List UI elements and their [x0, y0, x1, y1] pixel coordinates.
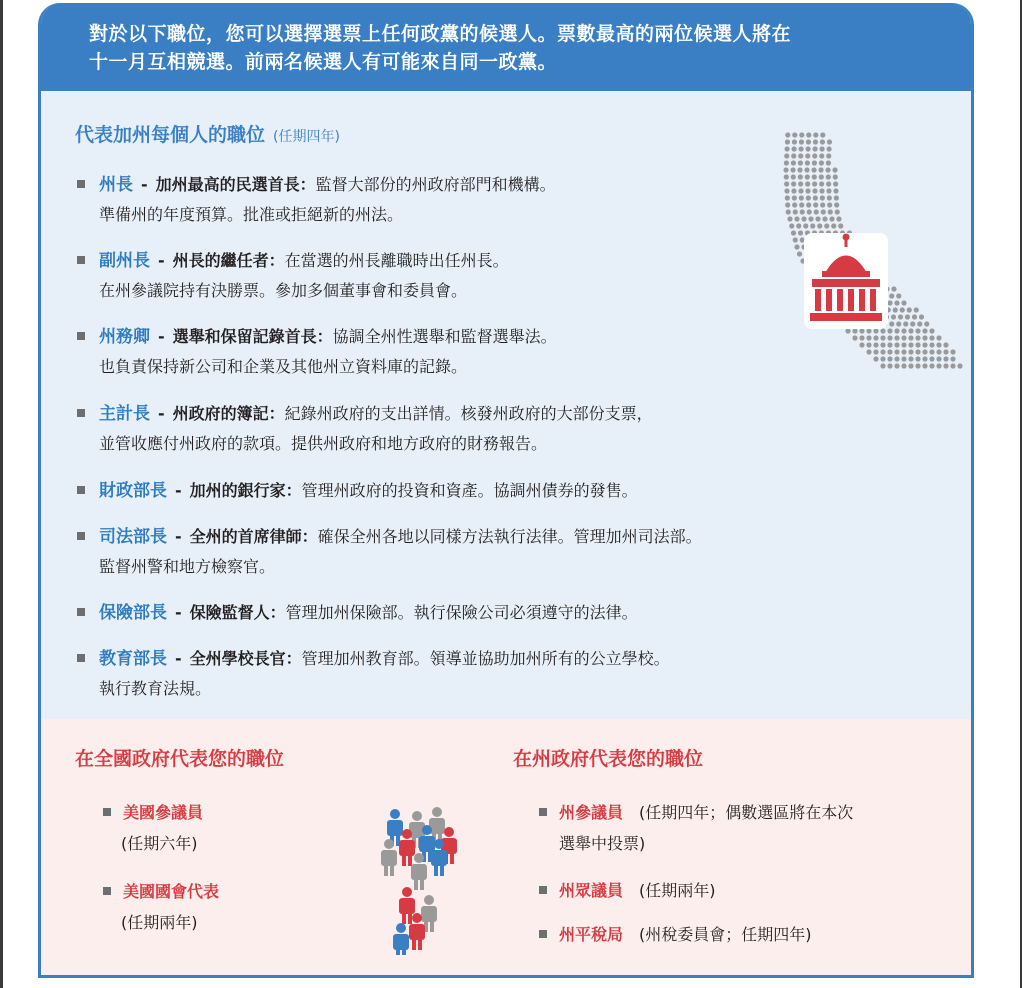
bullet-square — [77, 654, 85, 662]
office-attorney-general — [77, 522, 702, 582]
office-term: (任期四年；偶數選區將在本次 — [639, 803, 854, 822]
office-role: 州長的繼任者： — [172, 251, 285, 270]
banner-line-2: 十一月互相競選。前兩名候選人有可能來自同一政黨。 — [89, 51, 558, 73]
national-item-senator — [103, 797, 203, 859]
office-term: (任期六年) — [121, 834, 198, 853]
office-term: (任期兩年) — [639, 881, 716, 900]
section-term: (任期四年) — [273, 129, 340, 145]
office-name: 教育部長 — [99, 649, 167, 669]
office-superintendent — [77, 644, 670, 704]
office-desc: 協調全州性選舉和監督選舉法。 — [332, 327, 557, 346]
office-name: 主計長 — [99, 404, 150, 424]
bullet-square — [103, 887, 111, 895]
bullet-square — [103, 808, 111, 816]
office-term: (任期兩年) — [121, 913, 198, 932]
office-desc: 管理州政府的投資和資產。協調州債券的發售。 — [301, 481, 638, 500]
office-name: 州平稅局 — [559, 925, 624, 944]
people-group-icon — [371, 787, 487, 955]
dash: - — [175, 603, 182, 622]
national-item-representative — [103, 876, 219, 938]
office-desc-2: 準備州的年度預算。批准或拒絕新的州法。 — [99, 205, 404, 224]
office-desc-2: 監督州警和地方檢察官。 — [99, 557, 276, 576]
office-term: (州稅委員會；任期四年) — [639, 925, 812, 944]
bullet-square — [539, 886, 547, 894]
bullet-square — [77, 256, 85, 264]
dash: - — [141, 175, 148, 194]
office-name: 美國參議員 — [123, 803, 204, 822]
california-map-icon — [778, 131, 968, 391]
dash: - — [175, 481, 182, 500]
statewide-offices-section — [41, 91, 971, 719]
representative-offices-section — [41, 719, 971, 978]
office-desc: 在當選的州長離職時出任州長。 — [284, 251, 509, 270]
office-desc: 確保全州各地以同樣方法執行法律。管理加州司法部。 — [317, 527, 702, 546]
state-item-senator — [539, 797, 853, 859]
office-role: 選舉和保留記錄首長： — [172, 327, 333, 346]
person-figure — [393, 923, 409, 955]
person-figure — [381, 839, 397, 876]
section-title-text: 代表加州每個人的職位 — [75, 124, 266, 146]
office-name: 副州長 — [99, 251, 150, 271]
office-role: 全州的首席律師： — [189, 527, 318, 546]
dash: - — [175, 527, 182, 546]
office-name: 州長 — [99, 175, 133, 195]
office-term-2: 選舉中投票) — [559, 834, 646, 853]
state-item-equalization — [539, 919, 812, 950]
bullet-square — [539, 930, 547, 938]
capitol-dome-icon — [804, 233, 888, 329]
office-role: 加州最高的民選首長： — [155, 175, 316, 194]
national-title: 在全國政府代表您的職位 — [75, 748, 285, 770]
bullet-square — [539, 808, 547, 816]
office-role: 加州的銀行家： — [189, 481, 302, 500]
banner-line-1: 對於以下職位，您可以選擇選票上任何政黨的候選人。票數最高的兩位候選人將在 — [89, 23, 792, 45]
office-desc: 監督大部份的州政府部門和機構。 — [315, 175, 556, 194]
office-desc: 管理加州教育部。領導並協助加州所有的公立學校。 — [301, 649, 670, 668]
left-page-rule — [0, 0, 3, 988]
dash: - — [175, 649, 182, 668]
office-role: 全州學校長官： — [189, 649, 302, 668]
office-role: 州政府的簿記： — [172, 404, 285, 423]
office-name: 司法部長 — [99, 527, 167, 547]
bullet-square — [77, 486, 85, 494]
dash: - — [158, 327, 165, 346]
office-lieutenant-governor — [77, 246, 509, 306]
bullet-square — [77, 180, 85, 188]
office-desc: 管理加州保險部。執行保險公司必須遵守的法律。 — [285, 603, 638, 622]
office-name: 財政部長 — [99, 481, 167, 501]
state-title: 在州政府代表您的職位 — [513, 748, 704, 770]
dash: - — [158, 404, 165, 423]
right-page-rule — [1020, 0, 1022, 988]
dash: - — [158, 251, 165, 270]
office-name: 美國國會代表 — [123, 882, 220, 901]
office-governor — [77, 170, 556, 230]
bullet-square — [77, 608, 85, 616]
office-desc-2: 也負責保持新公司和企業及其他州立資料庫的記錄。 — [99, 357, 468, 376]
office-desc: 紀錄州政府的支出詳情。核發州政府的大部份支票， — [284, 404, 653, 423]
office-insurance-commissioner — [77, 598, 638, 628]
office-desc-2: 執行教育法規。 — [99, 679, 212, 698]
office-name: 州務卿 — [99, 327, 150, 347]
state-item-assembly — [539, 875, 716, 906]
office-treasurer — [77, 476, 638, 506]
office-name: 州參議員 — [559, 803, 624, 822]
office-name: 保險部長 — [99, 603, 167, 623]
office-desc-2: 在州參議院持有決勝票。參加多個董事會和委員會。 — [99, 281, 468, 300]
section-title — [75, 120, 340, 147]
office-controller — [77, 399, 653, 459]
offices-card — [38, 3, 974, 978]
office-desc-2: 並管收應付州政府的款項。提供州政府和地方政府的財務報告。 — [99, 434, 548, 453]
office-secretary-of-state — [77, 322, 557, 382]
bullet-square — [77, 409, 85, 417]
intro-banner — [41, 3, 971, 91]
office-role: 保險監督人： — [189, 603, 286, 622]
office-name: 州眾議員 — [559, 881, 624, 900]
bullet-square — [77, 532, 85, 540]
bullet-square — [77, 332, 85, 340]
